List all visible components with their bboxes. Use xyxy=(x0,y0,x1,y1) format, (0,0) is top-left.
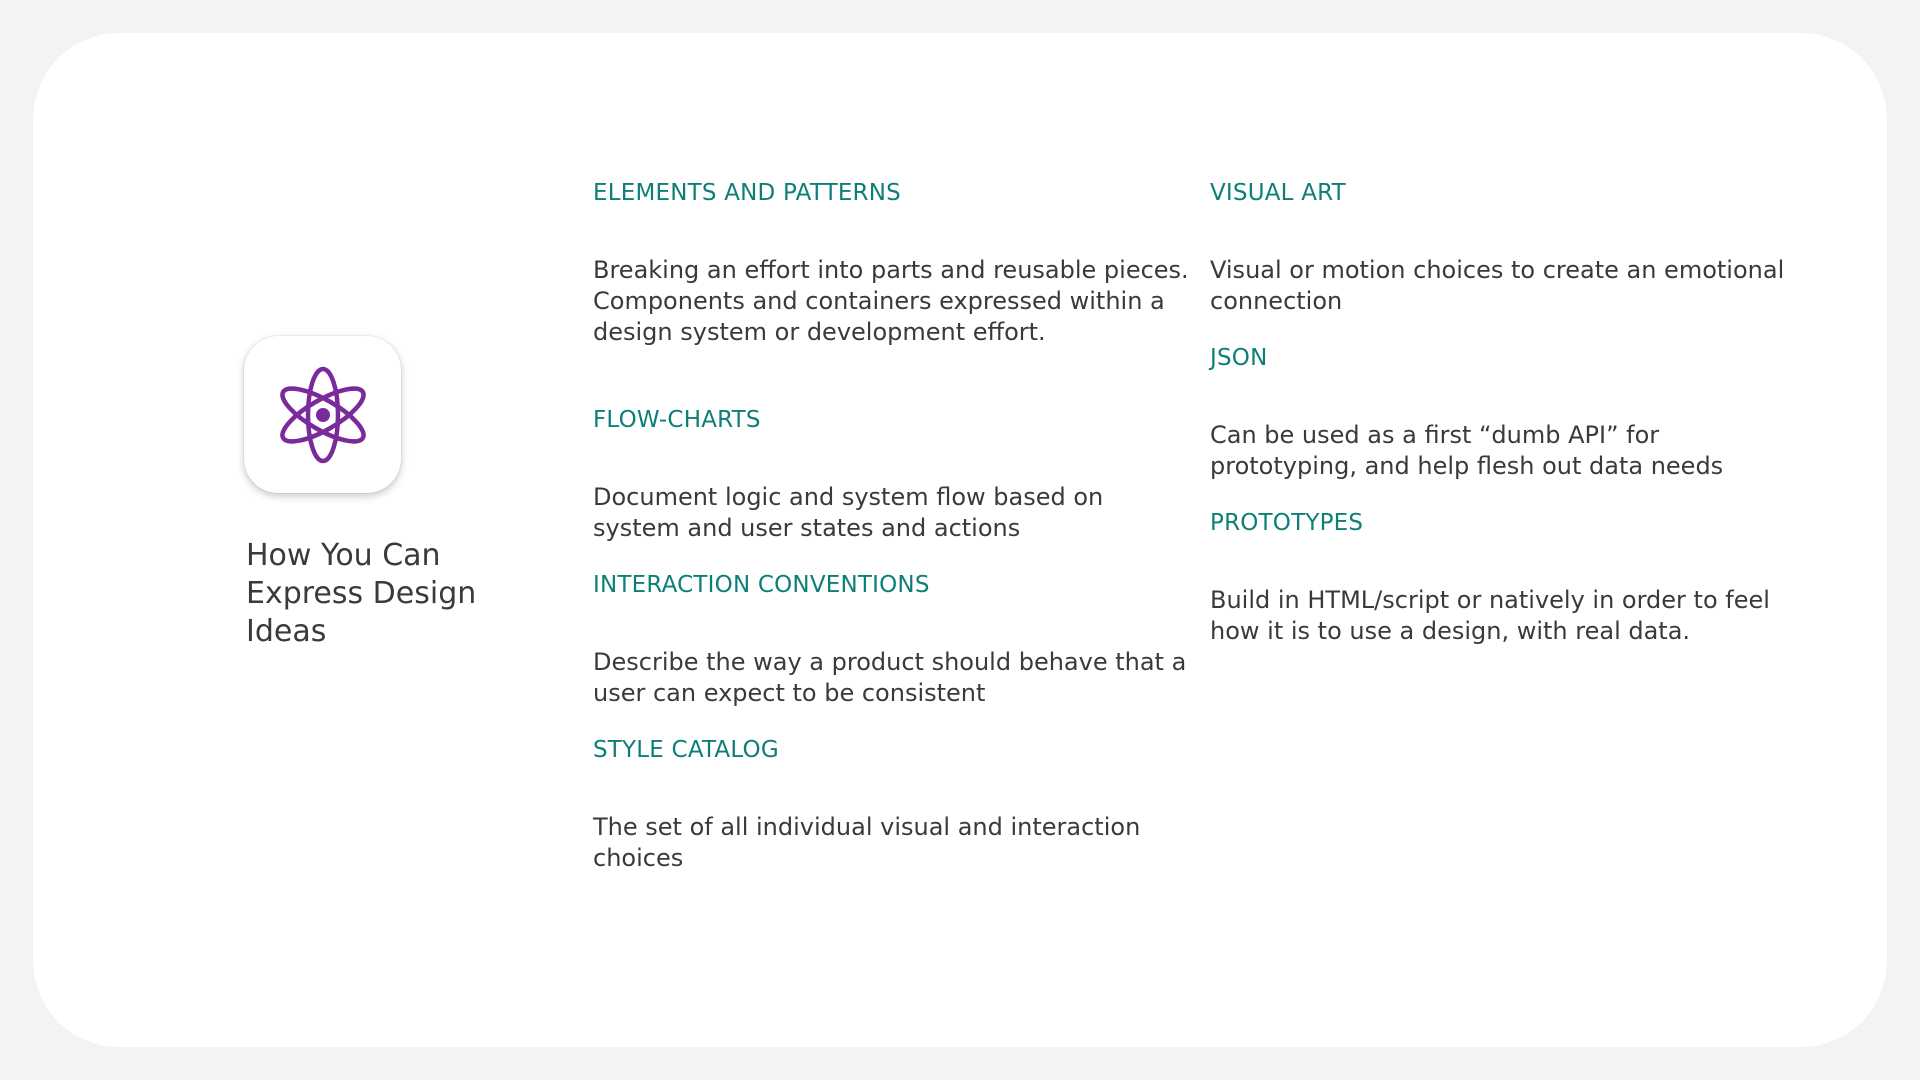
section-heading: JSON xyxy=(1210,345,1268,371)
page-title: How You Can Express Design Ideas xyxy=(246,538,477,649)
section-prototypes xyxy=(1210,508,1810,647)
section-style-catalog xyxy=(593,735,1193,874)
section-body: Visual or motion choices to create an emotional connection xyxy=(1210,256,1785,315)
atom-icon xyxy=(275,363,371,467)
section-interaction-conventions xyxy=(593,570,1193,709)
section-heading: ELEMENTS AND PATTERNS xyxy=(593,180,901,206)
section-heading: PROTOTYPES xyxy=(1210,510,1364,536)
section-visual-art xyxy=(1210,178,1810,317)
section-body: Can be used as a first “dumb API” for prototyping, and help flesh out data needs xyxy=(1210,421,1724,480)
section-heading: FLOW-CHARTS xyxy=(593,407,761,433)
section-heading: STYLE CATALOG xyxy=(593,737,779,763)
section-json xyxy=(1210,343,1810,482)
section-body: Document logic and system flow based on system and user states and actions xyxy=(593,483,1104,542)
section-elements-and-patterns xyxy=(593,178,1193,348)
section-body: Build in HTML/script or natively in order to feel how it is to use a design, with real data. xyxy=(1210,586,1770,645)
section-body: Breaking an effort into parts and reusable pieces. Components and containers expressed within a design system or development effort. xyxy=(593,256,1189,346)
section-body: Describe the way a product should behave that a user can expect to be consistent xyxy=(593,648,1187,707)
app-icon-tile xyxy=(244,336,401,493)
section-heading: VISUAL ART xyxy=(1210,180,1346,206)
section-body: The set of all individual visual and interaction choices xyxy=(593,813,1141,872)
section-flow-charts xyxy=(593,405,1193,544)
section-heading: INTERACTION CONVENTIONS xyxy=(593,572,930,598)
